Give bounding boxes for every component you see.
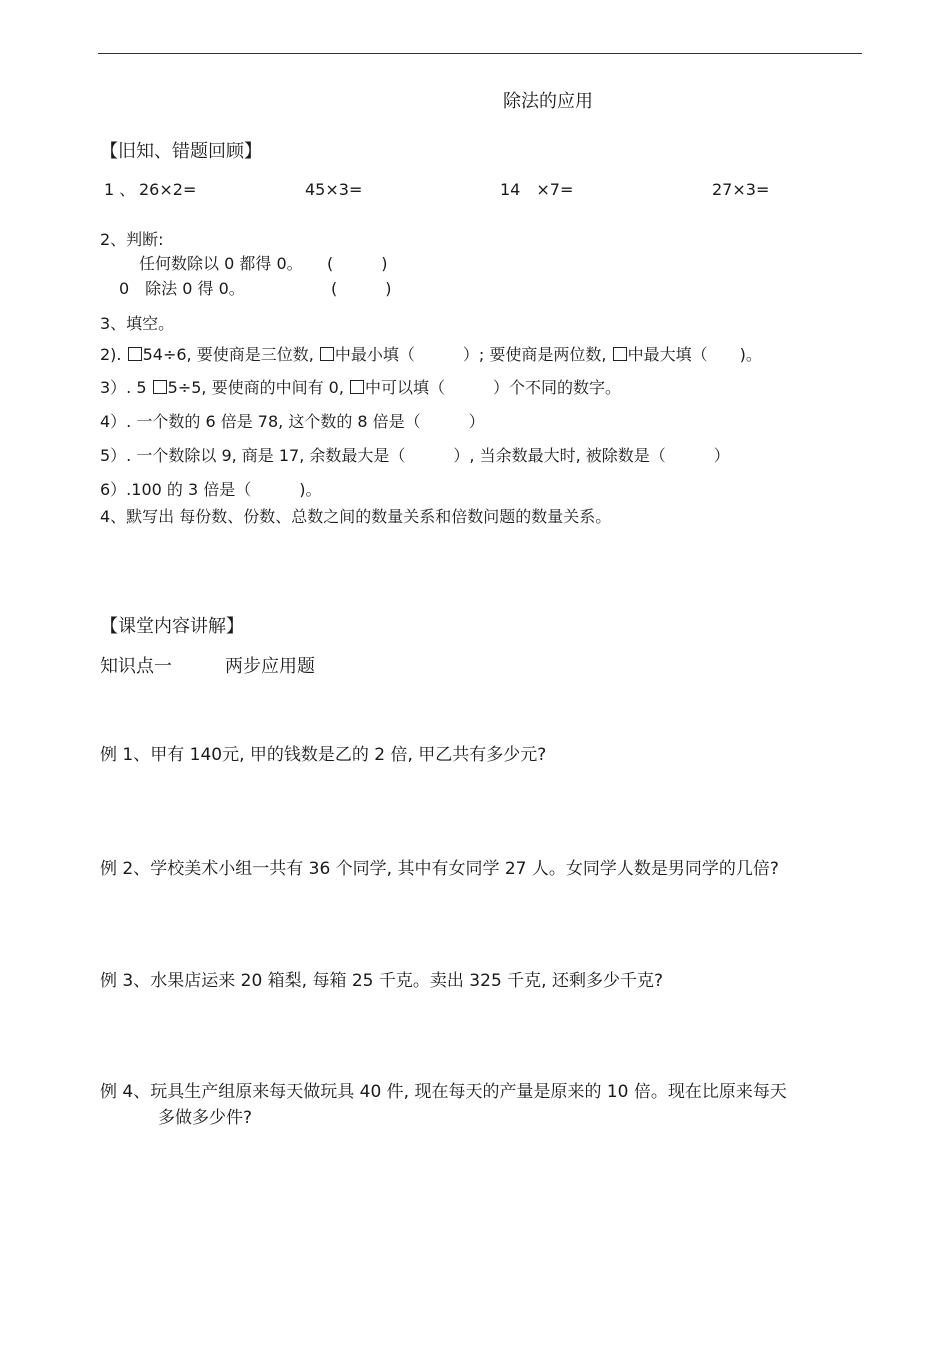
q3-label: 3、填空。 <box>100 314 175 333</box>
q1-item-1: 26×2= <box>139 180 197 199</box>
blank-box <box>153 380 167 394</box>
q3-item-3 <box>100 378 621 398</box>
blank-box <box>613 347 627 361</box>
q3-item-2-b: 中最小填（ ）; 要使商是两位数, <box>334 345 607 364</box>
q3-item-3-b: 中可以填（ ）个不同的数字。 <box>365 378 622 397</box>
page-title: 除法的应用 <box>503 91 593 112</box>
header-rule <box>98 53 862 54</box>
q3-item-6: 6）.100 的 3 倍是（ )。 <box>100 480 322 499</box>
knowledge-point-title: 两步应用题 <box>225 656 315 677</box>
q3-item-2-num: 2). <box>100 345 122 364</box>
q4-text: 4、默写出 每份数、份数、总数之间的数量关系和倍数问题的数量关系。 <box>100 507 612 526</box>
q1-item-2: 45×3= <box>305 180 363 199</box>
q1-item-4: 27×3= <box>712 180 770 199</box>
knowledge-point-label: 知识点一 <box>100 656 172 677</box>
q3-item-3-num: 3）. 5 <box>100 378 147 397</box>
q3-item-2 <box>100 345 762 365</box>
q1-label: 1 、 <box>104 180 136 199</box>
example-1: 例 1、甲有 140元, 甲的钱数是乙的 2 倍, 甲乙共有多少元? <box>100 745 547 765</box>
example-2: 例 2、学校美术小组一共有 36 个同学, 其中有女同学 27 人。女同学人数是男同学的几倍? <box>100 859 779 879</box>
q3-item-2-c: 中最大填（ )。 <box>627 345 762 364</box>
q2-label: 2、判断: <box>100 230 164 249</box>
q1-item-3: 14 ×7= <box>500 180 574 199</box>
lesson-heading: 【课堂内容讲解】 <box>100 616 244 637</box>
q3-item-5: 5）. 一个数除以 9, 商是 17, 余数最大是（ ）, 当余数最大时, 被除数是（ ） <box>100 446 730 465</box>
example-4: 例 4、玩具生产组原来每天做玩具 40 件, 现在每天的产量是原来的 10 倍。现在比原来每天 <box>100 1082 787 1102</box>
q3-item-4: 4）. 一个数的 6 倍是 78, 这个数的 8 倍是（ ） <box>100 412 485 431</box>
blank-box <box>128 347 142 361</box>
q3-item-2-a: 54÷6, 要使商是三位数, <box>142 345 314 364</box>
q2-bracket-1: ( ) <box>327 254 388 273</box>
review-heading: 【旧知、错题回顾】 <box>100 141 262 162</box>
q2-statement-2: 0 除法 0 得 0。 <box>119 279 245 298</box>
example-3: 例 3、水果店运来 20 箱梨, 每箱 25 千克。卖出 325 千克, 还剩多少千克? <box>100 971 663 991</box>
q3-item-3-a: 5÷5, 要使商的中间有 0, <box>167 378 344 397</box>
example-4-continued: 多做多少件? <box>158 1108 253 1128</box>
blank-box <box>320 347 334 361</box>
q2-statement-1: 任何数除以 0 都得 0。 <box>139 254 303 273</box>
q2-bracket-2: ( ) <box>331 279 392 298</box>
blank-box <box>350 380 364 394</box>
